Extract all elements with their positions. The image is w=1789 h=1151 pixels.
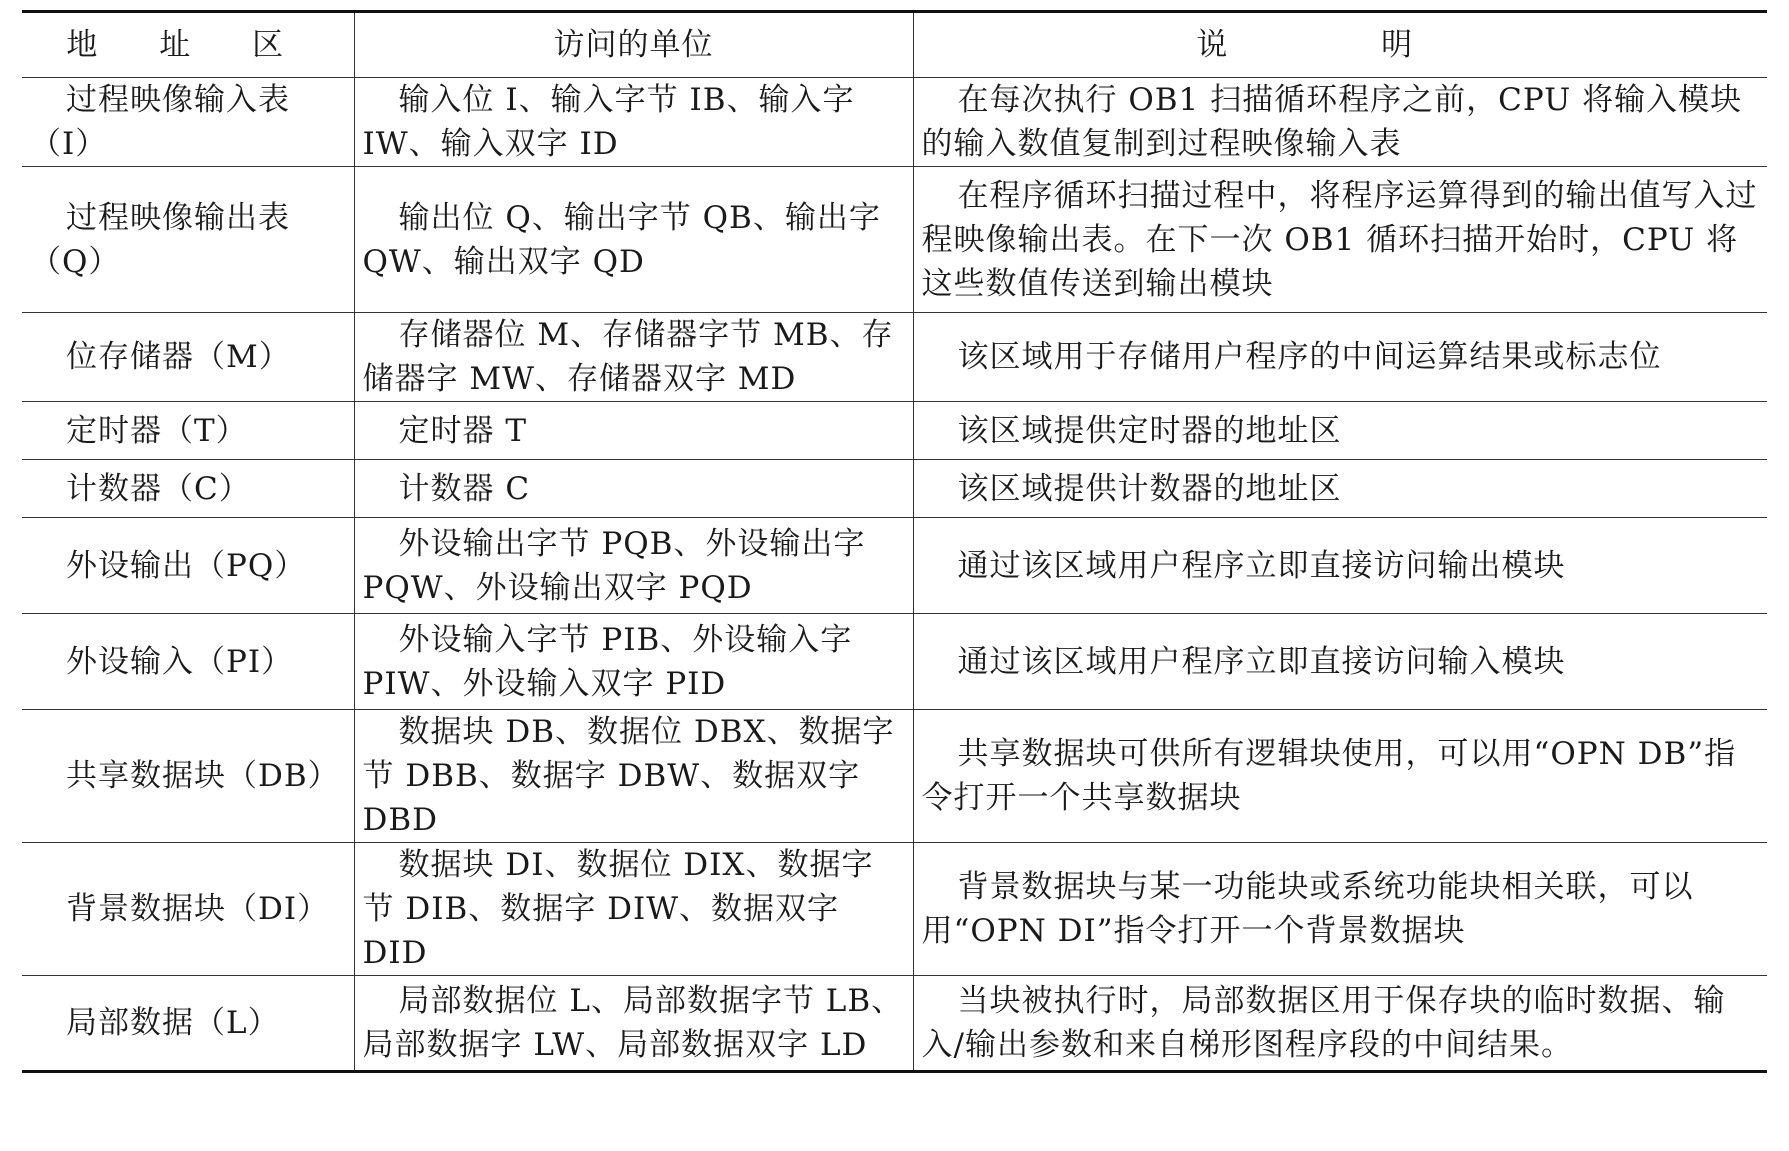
table-row [22,78,1767,167]
table-row [22,313,1767,402]
address-area-cell: 计数器（C） [22,460,354,518]
access-unit-cell: 外设输出字节 PQB、外设输出字 PQW、外设输出双字 PQD [354,518,913,614]
table-header [22,12,1767,78]
table-row [22,402,1767,460]
description-cell: 该区域提供定时器的地址区 [913,402,1767,460]
header-description: 说 明 [913,12,1767,78]
table-body [22,78,1767,1072]
access-unit-cell: 定时器 T [354,402,913,460]
address-area-cell: 背景数据块（DI） [22,843,354,976]
table-row [22,710,1767,843]
description-cell: 通过该区域用户程序立即直接访问输入模块 [913,614,1767,710]
description-cell: 背景数据块与某一功能块或系统功能块相关联，可以用“OPN DI”指令打开一个背景数据块 [913,843,1767,976]
access-unit-cell: 输出位 Q、输出字节 QB、输出字 QW、输出双字 QD [354,167,913,313]
description-cell: 共享数据块可供所有逻辑块使用，可以用“OPN DB”指令打开一个共享数据块 [913,710,1767,843]
table-row [22,614,1767,710]
address-area-cell: 外设输出（PQ） [22,518,354,614]
address-area-table [22,10,1767,1073]
access-unit-cell: 存储器位 M、存储器字节 MB、存储器字 MW、存储器双字 MD [354,313,913,402]
access-unit-cell: 外设输入字节 PIB、外设输入字 PIW、外设输入双字 PID [354,614,913,710]
access-unit-cell: 计数器 C [354,460,913,518]
table-row [22,518,1767,614]
address-area-cell: 过程映像输入表（I） [22,78,354,167]
address-area-cell: 局部数据（L） [22,976,354,1072]
description-cell: 当块被执行时，局部数据区用于保存块的临时数据、输入/输出参数和来自梯形图程序段的中间结果。 [913,976,1767,1072]
description-cell: 在程序循环扫描过程中，将程序运算得到的输出值写入过程映像输出表。在下一次 OB1 循环扫描开始时，CPU 将这些数值传送到输出模块 [913,167,1767,313]
description-cell: 该区域提供计数器的地址区 [913,460,1767,518]
header-access-unit: 访问的单位 [354,12,913,78]
address-area-cell: 位存储器（M） [22,313,354,402]
address-area-cell: 外设输入（PI） [22,614,354,710]
access-unit-cell: 数据块 DI、数据位 DIX、数据字节 DIB、数据字 DIW、数据双字 DID [354,843,913,976]
address-area-cell: 定时器（T） [22,402,354,460]
description-cell: 在每次执行 OB1 扫描循环程序之前，CPU 将输入模块的输入数值复制到过程映像输入表 [913,78,1767,167]
access-unit-cell: 输入位 I、输入字节 IB、输入字 IW、输入双字 ID [354,78,913,167]
access-unit-cell: 局部数据位 L、局部数据字节 LB、局部数据字 LW、局部数据双字 LD [354,976,913,1072]
description-cell: 通过该区域用户程序立即直接访问输出模块 [913,518,1767,614]
table-row [22,976,1767,1072]
header-row [22,12,1767,78]
table-row [22,460,1767,518]
access-unit-cell: 数据块 DB、数据位 DBX、数据字节 DBB、数据字 DBW、数据双字 DBD [354,710,913,843]
description-cell: 该区域用于存储用户程序的中间运算结果或标志位 [913,313,1767,402]
table-row [22,843,1767,976]
address-area-cell: 共享数据块（DB） [22,710,354,843]
table-row [22,167,1767,313]
address-area-cell: 过程映像输出表（Q） [22,167,354,313]
header-address-area: 地 址 区 [22,12,354,78]
